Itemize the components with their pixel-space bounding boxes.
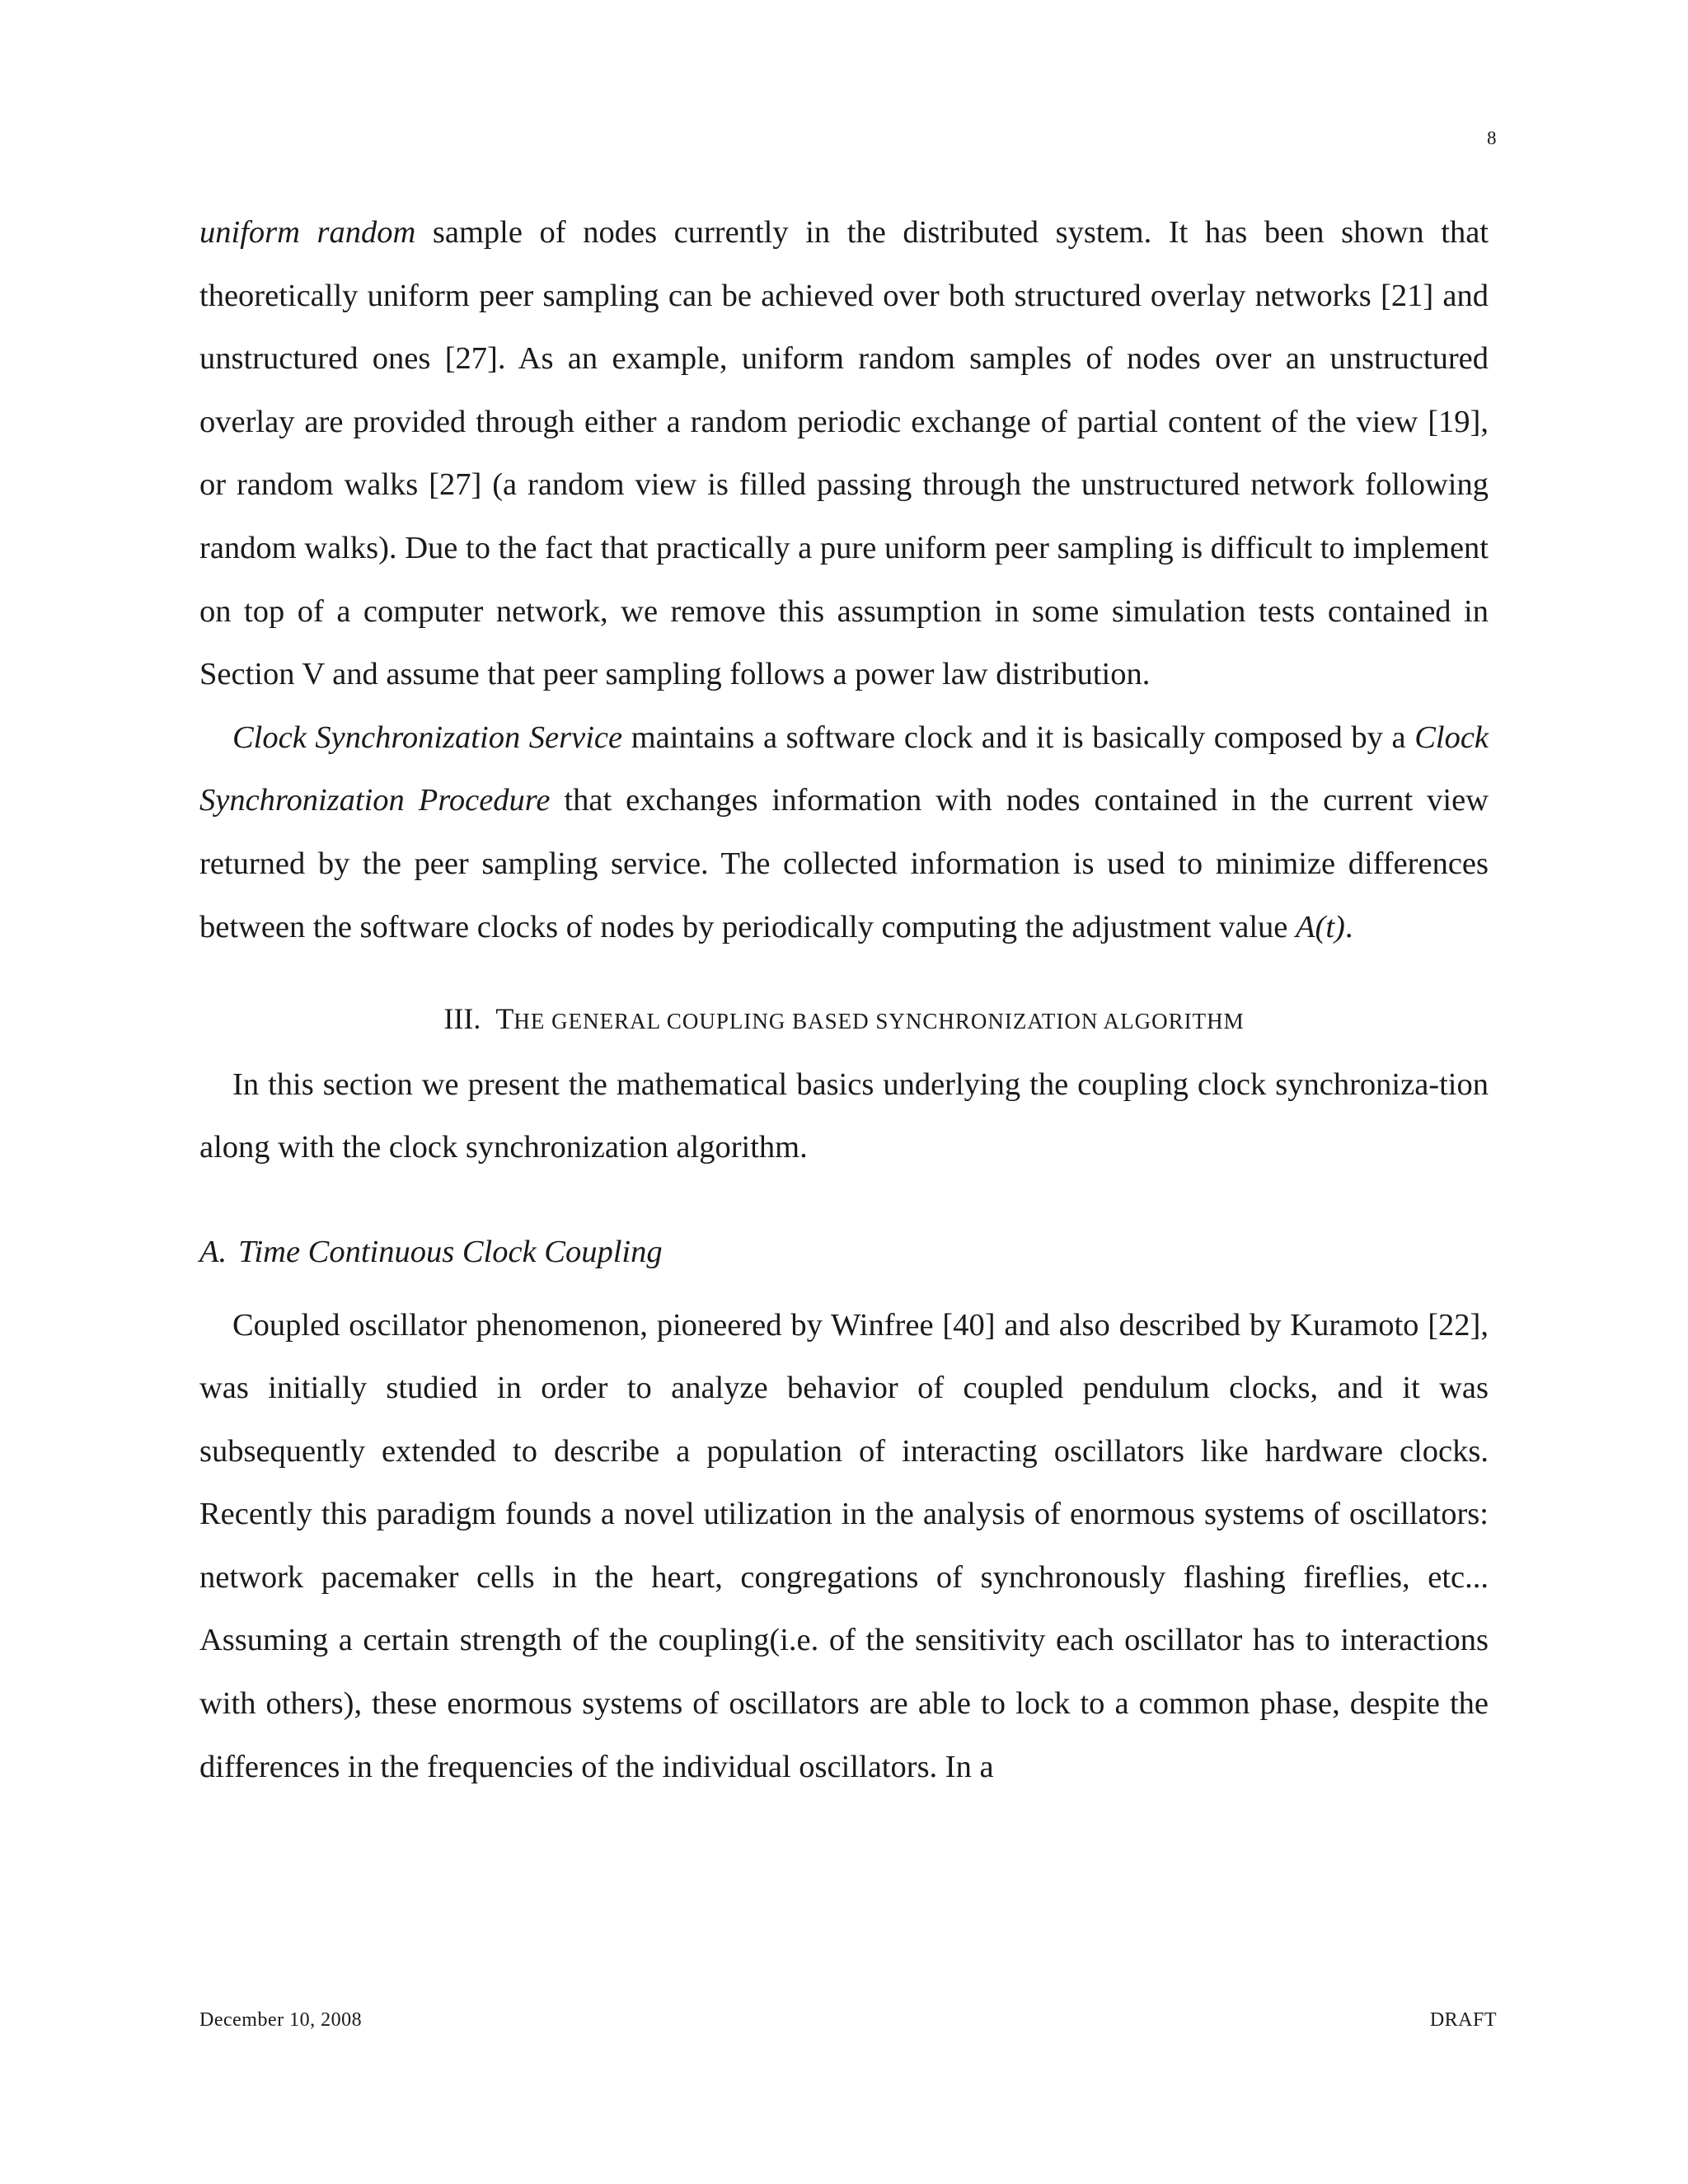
emphasis-clock-sync-service: Clock Synchronization Service [232,719,623,755]
paragraph-text: maintains a software clock and it is basically composed by a [622,719,1415,755]
section-heading [199,987,1489,1053]
spacer [199,1284,1489,1294]
subsection-heading [199,1221,1489,1284]
paragraph-section-intro: In this section we present the mathematical basics underlying the coupling clock synchroniza-tion along with the clock synchronization algorithm. [199,1066,1489,1165]
paragraph-text: that exchanges information with nodes contained in the current view returned by the peer sampling service. The collected information is used to minimize differences between the software clocks of nodes by periodically computing the adjustment value [199,783,1489,944]
footer-draft-label: DRAFT [1429,2009,1497,2031]
page-number: 8 [1487,128,1497,148]
paragraph-coupled-oscillators: Coupled oscillator phenomenon, pioneered by Winfree [40] and also described by Kuramoto [22], was initially studied in order to analyze behavior of coupled pendulum clocks, and it was subsequently extended to describe a population of interacting oscillators like hardware clocks. Recently this paradigm founds a novel utilization in the analysis of enormous systems of oscillators: network pacemaker cells in the heart, congregations of synchronously flashing fireflies, etc... Assuming a certain strength of the coupling(i.e. of the sensitivity each oscillator has to interactions with others), these enormous systems of oscillators are able to lock to a common phase, despite the differences in the frequencies of the individual oscillators. In a [199,1307,1489,1784]
subsection-number: A. [199,1234,227,1269]
emphasis-uniform-random: uniform random [199,215,416,250]
footer-date: December 10, 2008 [199,2009,363,2031]
paragraph-peer-sampling [199,201,1489,706]
emphasis-clock-sync-procedure: Clock Synchronization Procedure [199,719,1489,818]
subsection-title: Time Continuous Clock Coupling [238,1234,663,1269]
section-title-rest: HE GENERAL COUPLING BASED SYNCHRONIZATION ALGORITHM [513,1009,1245,1034]
paragraph-clock-sync-service [199,706,1489,958]
section-number: III. [443,1002,481,1036]
math-adjustment-value: A(t) [1296,909,1345,944]
section-title-initial: T [495,1002,514,1036]
paragraph-text: sample of nodes currently in the distributed system. It has been shown that theoretically uniform peer sampling can be achieved over both structured overlay networks [21] and unstructured ones [27]. As an example, uniform random samples of nodes over an unstructured overlay are provided through either a random periodic exchange of partial content of the view [19], or random walks [27] (a random view is filled passing through the unstructured network following random walks). Due to the fact that practically a pure uniform peer sampling is difficult to implement on top of a computer network, we remove this assumption in some simulation tests contained in Section V and assume that peer sampling follows a power law distribution. [199,215,1489,692]
paragraph-text: . [1344,909,1353,944]
body-text [199,201,1489,1798]
